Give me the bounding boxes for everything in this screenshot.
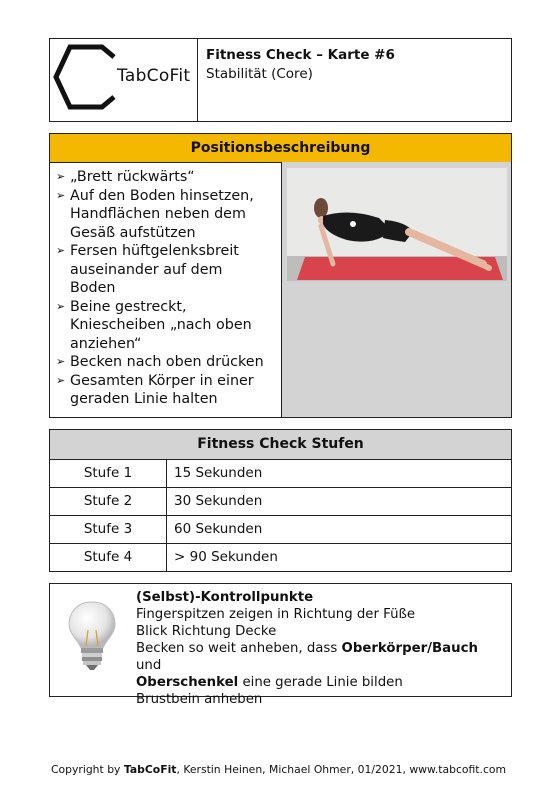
arrow-bullet-icon: ➢ [56,188,66,202]
kontroll-point: Brustbein anheben [136,692,263,707]
logo [50,39,198,121]
position-item-line: geraden Linie halten [70,391,218,407]
position-item [56,298,278,354]
stufe-cell: Stufe 1 [50,459,167,487]
stufe-cell: Stufe 2 [50,487,167,515]
kontroll-point: Blick Richtung Decke [136,624,277,639]
position-item [56,242,278,298]
duration-cell: 60 Sekunden [174,521,263,537]
position-list [56,168,278,409]
card-subtitle: Stabilität (Core) [206,66,313,82]
kontroll-point [136,640,506,674]
copyright-footer [51,763,506,776]
kontroll-point [136,674,506,691]
position-item [56,353,278,372]
exercise-photo [287,168,507,281]
position-item [56,372,278,409]
position-item-line: auseinander auf dem [70,261,223,278]
kontroll-text [136,589,506,708]
table-row [50,515,511,544]
arrow-bullet-icon: ➢ [56,373,66,387]
arrow-bullet-icon: ➢ [56,355,66,368]
position-item-line: Beine gestreckt, [70,298,187,315]
position-heading: Positionsbeschreibung [50,134,511,163]
kontroll-point: Fingerspitzen zeigen in Richtung der Füße [136,607,416,622]
position-item-line: Gesamten Körper in einer [70,372,254,389]
duration-cell: > 90 Sekunden [174,549,278,565]
table-row [50,487,511,516]
table-row [50,459,511,488]
stufe-cell: Stufe 3 [50,515,167,543]
text-segment: und [136,658,162,673]
position-item-line: Handflächen neben dem [70,206,246,222]
kontroll-section [49,583,512,707]
position-item-line: Fersen hüftgelenksbreit [70,243,239,259]
exercise-photo-area [282,162,511,417]
table-row [50,543,511,571]
position-item-line: „Brett rückwärts“ [70,169,195,185]
footer-text: , Kerstin Heinen, Michael Ohmer, 01/2021, www.tabcofit.com [176,763,507,776]
position-item-line: anziehen“ [70,335,142,352]
position-item [56,187,278,243]
text-segment: Becken so weit anheben, dass [136,641,342,656]
kontroll-heading: (Selbst)-Kontrollpunkte [136,590,314,605]
position-item-line: Becken nach oben drücken [70,354,264,370]
arrow-bullet-icon: ➢ [56,170,66,183]
duration-cell: 15 Sekunden [174,465,263,481]
position-section [49,133,512,418]
logo-text: TabCoFit [117,66,191,86]
position-item-line: Kniescheiben „nach oben [70,317,252,333]
card-header [49,38,512,122]
position-item-line: Auf den Boden hinsetzen, [70,187,254,204]
position-item-line: Boden [70,280,116,296]
stufen-table [49,429,512,572]
bold-segment: Oberkörper/Bauch [341,641,478,656]
position-item-line: Gesäß aufstützen [70,224,196,241]
stufen-heading: Fitness Check Stufen [50,430,511,460]
card-title: Fitness Check – Karte #6 [206,47,395,63]
arrow-bullet-icon: ➢ [56,299,66,313]
duration-cell: 30 Sekunden [174,493,263,509]
bold-segment: Oberschenkel [136,675,239,690]
footer-text: Copyright by [51,763,124,776]
lightbulb-icon [66,600,118,672]
stufe-cell: Stufe 4 [50,543,167,571]
text-segment: eine gerade Linie bilden [238,675,403,690]
footer-brand: TabCoFit [123,763,177,776]
arrow-bullet-icon: ➢ [56,244,66,257]
position-item [56,168,278,187]
